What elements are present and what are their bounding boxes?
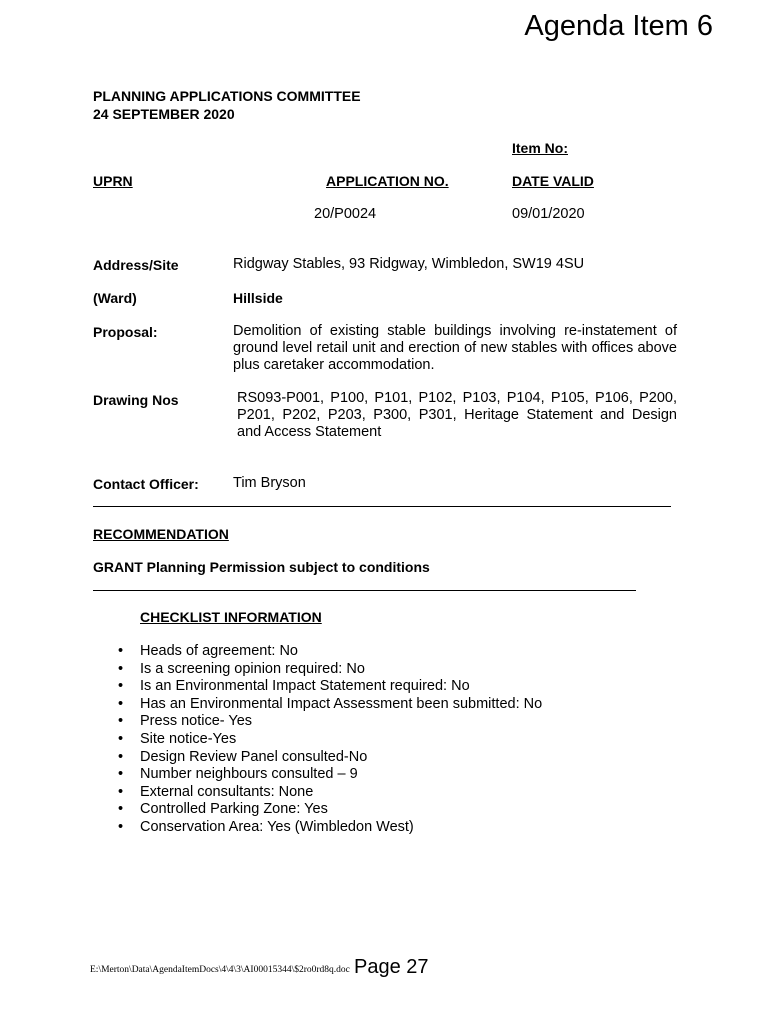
recommendation-text: GRANT Planning Permission subject to conditions xyxy=(93,559,430,575)
ward-label: (Ward) xyxy=(93,290,137,306)
recommendation-heading: RECOMMENDATION xyxy=(93,526,229,542)
list-item: • Is a screening opinion required: No xyxy=(118,661,542,679)
application-no-header: APPLICATION NO. xyxy=(326,173,449,189)
checklist-heading: CHECKLIST INFORMATION xyxy=(140,609,322,625)
list-item: • Controlled Parking Zone: Yes xyxy=(118,801,542,819)
item-no-label: Item No: xyxy=(512,140,568,156)
list-item: • Conservation Area: Yes (Wimbledon West) xyxy=(118,819,542,837)
date-valid-header: DATE VALID xyxy=(512,173,594,189)
list-item: • Number neighbours consulted – 9 xyxy=(118,766,542,784)
list-item: • Heads of agreement: No xyxy=(118,643,542,661)
meeting-date: 24 SEPTEMBER 2020 xyxy=(93,106,235,122)
page-number: Page 27 xyxy=(354,956,429,978)
address-label: Address/Site xyxy=(93,257,179,273)
address-value: Ridgway Stables, 93 Ridgway, Wimbledon, SW19 4SU xyxy=(233,256,585,272)
application-no-value: 20/P0024 xyxy=(314,206,377,222)
list-item: • Press notice- Yes xyxy=(118,713,542,731)
ward-value: Hillside xyxy=(233,290,283,306)
contact-officer-label: Contact Officer: xyxy=(93,476,199,492)
contact-officer-value: Tim Bryson xyxy=(233,475,306,491)
uprn-header: UPRN xyxy=(93,173,133,189)
footer-file-path: E:\Merton\Data\AgendaItemDocs\4\4\3\AI00015344\$2ro0rd8q.doc xyxy=(90,965,350,975)
list-item: • Is an Environmental Impact Statement required: No xyxy=(118,678,542,696)
date-valid-value: 09/01/2020 xyxy=(512,206,585,222)
list-item: • External consultants: None xyxy=(118,784,542,802)
list-item: • Design Review Panel consulted-No xyxy=(118,749,542,767)
agenda-item-title: Agenda Item 6 xyxy=(524,10,713,42)
committee-name: PLANNING APPLICATIONS COMMITTEE xyxy=(93,88,361,104)
divider-line xyxy=(93,506,671,507)
drawing-nos-label: Drawing Nos xyxy=(93,392,179,408)
divider-line xyxy=(93,590,636,591)
drawing-nos-value: RS093-P001, P100, P101, P102, P103, P104, P105, P106, P200, P201, P202, P203, P300, P301, Heritage Statement and Design and Access Statement xyxy=(237,390,677,440)
checklist-list xyxy=(118,643,542,837)
proposal-value: Demolition of existing stable buildings involving re-instatement of ground level retail unit and erection of new stables with offices above plus caretaker accommodation. xyxy=(233,323,677,373)
list-item: • Has an Environmental Impact Assessment been submitted: No xyxy=(118,696,542,714)
list-item: • Site notice-Yes xyxy=(118,731,542,749)
proposal-label: Proposal: xyxy=(93,324,158,340)
